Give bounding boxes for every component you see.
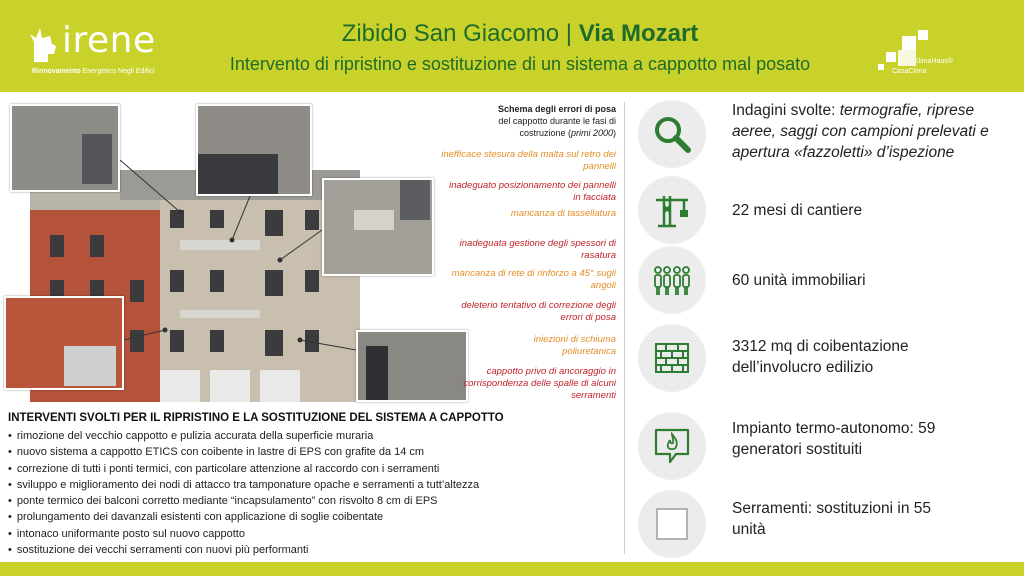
legend-item: mancanza di rete di rinforzo a 45° sugli angoli [451, 268, 616, 291]
pointer-lines [0, 100, 470, 402]
irene-logo [22, 18, 172, 78]
info-text: Impianto termo-autonomo: 59 generatori sostituiti [732, 420, 936, 458]
legend-item: deleterio tentativo di correzione degli errori di posa [461, 300, 616, 323]
title-place: Zibido San Giacomo | [341, 20, 579, 47]
info-text: 22 mesi di cantiere [732, 202, 863, 219]
title-street: Via Mozart [578, 20, 699, 47]
legend-item: inadeguato posizionamento dei pannelli in facciata [449, 180, 616, 203]
icon-circle [638, 100, 706, 168]
logo-wordmark: irene [62, 20, 156, 61]
info-text: Serramenti: sostituzioni in 55 unità [732, 500, 932, 538]
window-icon [652, 504, 692, 544]
interventions-title: INTERVENTI SVOLTI PER IL RIPRISTINO E LA SOSTITUZIONE DEL SISTEMA A CAPPOTTO [8, 412, 504, 424]
list-item: • ponte termico dei balconi corretto mediante “incapsulamento” con risvolto 8 cm di EPS [8, 493, 608, 509]
magnifier-icon [652, 114, 692, 154]
info-text: 3312 mq di coibentazione dell’involucro edilizio [732, 338, 909, 376]
flame-bubble-icon [652, 426, 692, 466]
info-row-duration [638, 176, 1014, 246]
info-text: 60 unità immobiliari [732, 272, 866, 289]
list-item: • correzione di tutti i ponti termici, con particolare attenzione al raccordo con i serramenti [8, 461, 608, 477]
legend-item: mancanza di tassellatura [510, 208, 616, 219]
icon-circle [638, 412, 706, 480]
list-item: • intonaco uniformante posto sul nuovo cappotto [8, 526, 608, 542]
info-row-heating [638, 408, 1014, 484]
interventions-list [8, 428, 608, 558]
brick-wall-icon [652, 338, 692, 378]
logo-tagline: Rinnovamento Energetico Negli Edifici [32, 68, 155, 75]
icon-circle [638, 176, 706, 244]
list-item: • prolungamento dei davanzali esistenti con applicazione di soglie coibentate [8, 509, 608, 525]
building-photo-collage [0, 100, 470, 402]
list-item: • sostituzione dei vecchi serramenti con nuovi più performanti [8, 542, 608, 558]
info-row-investigations [638, 98, 1014, 174]
partner-line1: KlimaHaus® [914, 58, 954, 65]
crane-icon [652, 190, 692, 230]
legend-item: inefficace stesura della malta sul retro dei pannelli [441, 149, 616, 172]
footer-bar [0, 562, 1024, 576]
info-row-windows [638, 488, 1014, 560]
info-row-units [638, 246, 1014, 316]
list-item: • sviluppo e miglioramento dei nodi di attacco tra tamponature opache e serramenti a tutt’altezza [8, 477, 608, 493]
legend-item: iniezioni di schiuma poliuretanica [533, 334, 616, 357]
page-title [300, 20, 740, 48]
icon-circle [638, 246, 706, 314]
info-row-insulation [638, 324, 1014, 404]
cat-logo-icon [28, 24, 60, 64]
icon-circle [638, 490, 706, 558]
header-banner [0, 0, 1024, 92]
legend-item: inadeguata gestione degli spessori di rasatura [459, 238, 616, 261]
icon-circle [638, 324, 706, 392]
partner-line2: CasaClima [892, 68, 927, 75]
list-item: • nuovo sistema a cappotto ETICS con coibente in lastre di EPS con grafite da 14 cm [8, 444, 608, 460]
column-divider [624, 102, 625, 554]
list-item: • rimozione del vecchio cappotto e pulizia accurata della superficie muraria [8, 428, 608, 444]
info-text: Indagini svolte: termografie, riprese aeree, saggi con campioni prelevati e apertura «fazzoletti» d’ispezione [732, 102, 989, 161]
klimahaus-logo [872, 30, 982, 86]
page-subtitle: Intervento di ripristino e sostituzione di un sistema a cappotto mal posato [229, 54, 811, 74]
legend-item: cappotto privo di ancoraggio in corrispondenza delle spalle di alcuni serramenti [463, 366, 616, 401]
people-icon [652, 260, 692, 300]
legend-title: Schema degli errori di posa del cappotto durante le fasi di costruzione (primi 2000) [497, 104, 616, 138]
